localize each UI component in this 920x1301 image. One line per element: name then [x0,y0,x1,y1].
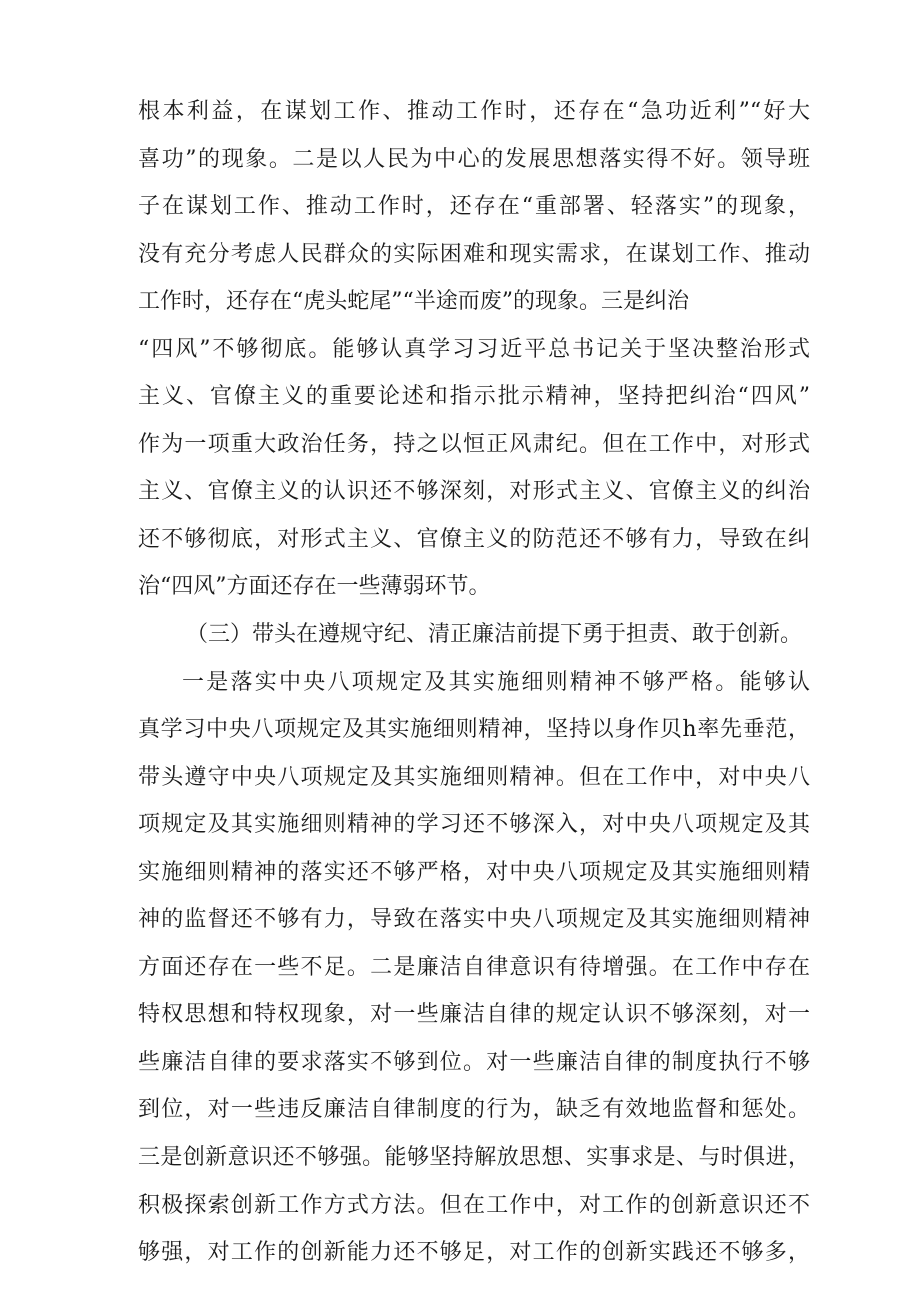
text-line: 还不够彻底，对形式主义、官僚主义的防范还不够有力，导致在纠 [138,526,810,552]
text-line: 方面还存在一些不足。二是廉洁自律意识有待增强。在工作中存在 [138,954,810,980]
text-line: 主义、官僚主义的重要论述和指示批示精神，坚持把纠治“四风” [138,384,810,410]
text-line: 工作时，还存在“虎头蛇尾”“半途而废”的现象。三是纠治 [138,289,689,315]
text-line: 喜功”的现象。二是以人民为中心的发展思想落实得不好。领导班 [138,146,810,172]
paragraph-first-line: 一是落实中央八项规定及其实施细则精神不够严格。能够认 [182,669,810,695]
text-line: 作为一项重大政治任务，持之以恒正风肃纪。但在工作中，对形式 [138,431,810,457]
text-line: 神的监督还不够有力，导致在落实中央八项规定及其实施细则精神 [138,907,810,933]
text-line: 积极探索创新工作方式方法。但在工作中，对工作的创新意识还不 [138,1192,810,1218]
text-line: 项规定及其实施细则精神的学习还不够深入，对中央八项规定及其 [138,812,810,838]
text-line: 些廉洁自律的要求落实不够到位。对一些廉洁自律的制度执行不够 [138,1049,810,1075]
text-line: 子在谋划工作、推动工作时，还存在“重部署、轻落实”的现象， [138,194,810,220]
text-line: 主义、官僚主义的认识还不够深刻，对形式主义、官僚主义的纠治 [138,479,810,505]
text-line: 够强，对工作的创新能力还不够足，对工作的创新实践还不够多， [138,1240,810,1266]
text-line: 带头遵守中央八项规定及其实施细则精神。但在工作中，对中央八 [138,764,810,790]
text-line: 三是创新意识还不够强。能够坚持解放思想、实事求是、与时俱进， [138,1145,810,1171]
text-line: 真学习中央八项规定及其实施细则精神，坚持以身作贝h率先垂范， [138,717,810,743]
text-line: “四风”不够彻底。能够认真学习习近平总书记关于坚决整治形式 [138,336,810,362]
document-body [138,88,810,1277]
text-line: 到位，对一些违反廉洁自律制度的行为，缺乏有效地监督和惩处。 [138,1097,810,1123]
text-line: 特权思想和特权现象，对一些廉洁自律的规定认识不够深刻，对一 [138,1002,810,1028]
paragraph-end-line: 治“四风”方面还存在一些薄弱环节。 [138,574,491,600]
section-heading: （三）带头在遵规守纪、清正廉洁前提下勇于担责、敢于创新。 [186,622,803,648]
text-line: 实施细则精神的落实还不够严格，对中央八项规定及其实施细则精 [138,859,810,885]
text-line: 没有充分考虑人民群众的实际困难和现实需求，在谋划工作、推动 [138,241,810,267]
text-line: 根本利益，在谋划工作、推动工作时，还存在“急功近利”“好大 [138,99,810,124]
